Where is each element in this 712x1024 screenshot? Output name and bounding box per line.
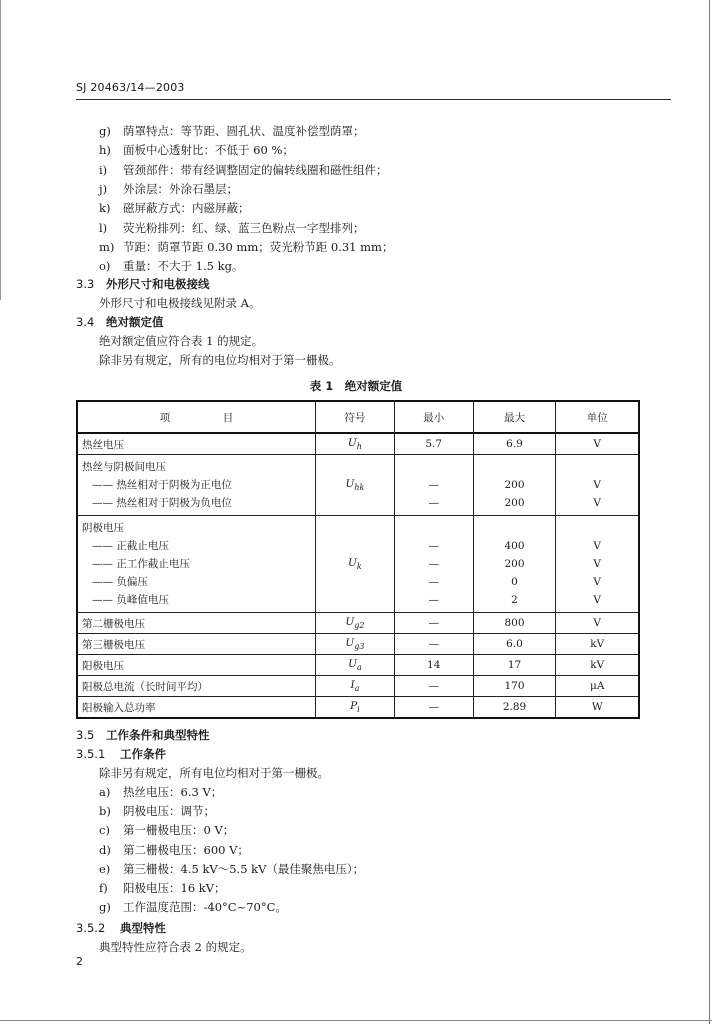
list-item-text: 荧光粉排列：红、绿、蓝三色粉点一字型排列； [123, 220, 365, 235]
condition-item [99, 785, 222, 799]
cell-min-line: — [428, 497, 439, 509]
cell-min-line [399, 519, 469, 537]
list-item-label: l) [99, 220, 108, 235]
cell-unit [556, 655, 639, 676]
condition-item-label: b) [99, 804, 111, 819]
list-item-label: o) [99, 259, 111, 274]
cell-unit [556, 455, 639, 516]
cell-symbol [315, 433, 394, 455]
cell-symbol [315, 516, 394, 613]
section-title: 外形尺寸和电极接线 [106, 277, 210, 291]
symbol-letter: U [345, 477, 355, 490]
cell-max [473, 455, 556, 516]
cell-unit-line [560, 458, 634, 476]
symbol-subscript: h [356, 442, 362, 452]
section-3-4-heading [76, 315, 164, 329]
cell-max-line [478, 458, 552, 476]
section-number: 3.4 [76, 315, 95, 329]
cell-min [394, 613, 473, 634]
symbol-subscript: a [354, 684, 360, 694]
cell-max-line: 17 [507, 659, 522, 671]
section-title: 工作条件和典型特性 [106, 728, 210, 742]
list-item-label: g) [99, 124, 111, 138]
symbol-letter: U [345, 615, 355, 628]
cell-max [473, 634, 556, 655]
list-item-text: 面板中心透射比：不低于 60 %； [123, 143, 294, 158]
section-title: 绝对额定值 [106, 315, 164, 329]
table-row [77, 655, 639, 676]
header-max: 最大 [473, 401, 556, 433]
section-3-5-heading [76, 728, 210, 742]
cell-unit-line: kV [590, 659, 605, 671]
list-item-label: h) [99, 143, 111, 158]
cell-min-line [399, 458, 469, 476]
condition-item-text: 阳极电压：16 kV； [123, 881, 226, 895]
symbol-letter: U [347, 436, 357, 449]
list-item [99, 124, 365, 138]
section-3-5-1-heading [76, 747, 166, 761]
cell-item [77, 655, 315, 676]
cell-item-line: 第三栅极电压 [82, 638, 145, 651]
cell-min-line: 5.7 [425, 438, 443, 450]
list-item-label: m) [99, 239, 115, 254]
cell-item [77, 613, 315, 634]
standard-code-header: SJ 20463/14—2003 [76, 81, 185, 94]
symbol-subscript: g3 [354, 642, 365, 652]
cell-item-line: 热丝电压 [82, 438, 124, 451]
cell-min-line: — [428, 576, 439, 588]
cell-item-line: 阳极输入总功率 [82, 701, 156, 714]
cell-max [473, 676, 556, 697]
cell-max-line: 800 [504, 617, 525, 629]
cell-unit-line: μA [590, 680, 605, 692]
table-row [77, 697, 639, 719]
condition-item-label: d) [99, 842, 111, 857]
list-item [99, 201, 250, 215]
section-number: 3.5.1 [76, 747, 106, 761]
list-item-text: 外涂层：外涂石墨层； [123, 181, 238, 196]
cell-item [77, 433, 315, 455]
cell-item-line: 热丝与阴极间电压 [82, 461, 166, 473]
cell-max-line: 200 [504, 558, 525, 570]
list-item [99, 163, 388, 177]
header-rule [76, 99, 671, 100]
cell-unit [556, 516, 639, 613]
cell-unit-line: W [591, 701, 603, 713]
symbol-subscript: i [357, 705, 360, 715]
cell-min [394, 697, 473, 719]
cell-min-line: — [428, 558, 439, 570]
cell-max [473, 516, 556, 613]
cell-item [77, 516, 315, 613]
cell-max [473, 613, 556, 634]
list-item-text: 管颈部件：带有经调整固定的偏转线圈和磁性组件； [123, 162, 388, 177]
cell-symbol [315, 655, 394, 676]
symbol-letter: U [345, 636, 355, 649]
cell-max [473, 433, 556, 455]
cell-item-line: 阳极总电流（长时间平均） [82, 680, 208, 693]
cell-unit-line: V [593, 617, 602, 629]
table-row [77, 455, 639, 516]
condition-item [99, 862, 364, 876]
symbol-letter: U [348, 657, 357, 670]
header-item: 项 目 [77, 401, 315, 433]
cell-max-line: 170 [504, 680, 525, 692]
table-row [77, 634, 639, 655]
cell-item [77, 676, 315, 697]
cell-min-line: — [428, 701, 439, 713]
condition-item [99, 900, 287, 914]
condition-item [99, 804, 215, 818]
condition-item-label: c) [99, 823, 110, 838]
cell-max-line: 6.0 [506, 638, 523, 650]
list-item-label: i) [99, 162, 108, 177]
cell-item-line: —— 热丝相对于阴极为正电位 [92, 479, 232, 491]
cell-item-line: —— 正工作截止电压 [92, 558, 190, 570]
symbol-letter: U [348, 556, 357, 569]
cell-symbol [315, 634, 394, 655]
condition-item [99, 843, 249, 857]
cell-min [394, 676, 473, 697]
condition-item-label: g) [99, 900, 111, 915]
cell-unit-line: V [593, 479, 602, 491]
symbol-letter: P [350, 699, 358, 712]
symbol-subscript: a [356, 663, 362, 673]
cell-min-line: — [428, 617, 439, 629]
table-1-caption: 表 1 绝对额定值 [309, 379, 403, 393]
table-header-row [77, 401, 639, 433]
condition-item-label: a) [99, 785, 111, 799]
symbol-letter: I [350, 678, 355, 691]
scan-edge-left [0, 0, 1, 300]
cell-item-line: —— 负峰值电压 [92, 594, 169, 606]
list-item [99, 240, 393, 254]
condition-item-text: 第一栅极电压：0 V； [123, 823, 235, 838]
cell-max [473, 655, 556, 676]
section-3-5-2-heading [76, 921, 166, 935]
cell-unit-line: V [593, 576, 602, 588]
section-3-4-paragraph-1: 绝对额定值应符合表 1 的规定。 [99, 334, 264, 348]
cell-unit [556, 676, 639, 697]
list-item-text: 节距：荫罩节距 0.30 mm；荧光粉节距 0.31 mm； [123, 239, 394, 254]
page-number: 2 [76, 955, 83, 968]
section-3-5-2-body: 典型特性应符合表 2 的规定。 [99, 940, 252, 954]
section-title: 典型特性 [120, 921, 166, 935]
condition-item-text: 阴极电压：调节； [123, 804, 215, 819]
cell-max [473, 697, 556, 719]
condition-item-label: f) [99, 881, 108, 895]
cell-min-line: — [428, 680, 439, 692]
absolute-ratings-table [76, 400, 640, 719]
cell-item [77, 634, 315, 655]
header-unit: 单位 [556, 401, 639, 433]
section-title: 工作条件 [120, 747, 166, 761]
cell-unit-line: V [593, 594, 602, 606]
cell-item [77, 697, 315, 719]
cell-unit-line [560, 519, 634, 537]
condition-item-text: 第三栅极：4.5 kV～5.5 kV（最佳聚焦电压）； [123, 861, 365, 876]
cell-min [394, 433, 473, 455]
section-3-3-heading [76, 277, 210, 291]
section-3-4-paragraph-2: 除非另有规定，所有的电位均相对于第一栅极。 [99, 353, 341, 367]
cell-unit-line: V [593, 540, 602, 552]
list-item-text: 荫罩特点：等节距、圆孔状、温度补偿型荫罩； [123, 124, 365, 138]
header-min: 最小 [394, 401, 473, 433]
condition-item-text: 第二栅极电压：600 V； [123, 842, 249, 857]
symbol-subscript: k [356, 562, 362, 572]
cell-unit-line: kV [590, 638, 605, 650]
cell-unit [556, 697, 639, 719]
cell-item-line: —— 负偏压 [92, 576, 148, 588]
cell-min-line: 14 [427, 659, 441, 671]
cell-max-line: 200 [504, 497, 525, 509]
cell-unit-line: V [593, 497, 602, 509]
cell-min [394, 516, 473, 613]
list-item [99, 259, 243, 273]
section-number: 3.3 [76, 277, 95, 291]
cell-min-line: — [428, 540, 439, 552]
condition-item-text: 热丝电压：6.3 V； [123, 785, 223, 799]
table-row [77, 516, 639, 613]
condition-item [99, 823, 234, 837]
cell-item-line: —— 正截止电压 [92, 540, 169, 552]
condition-item-label: e) [99, 861, 111, 876]
list-item [99, 182, 238, 196]
section-3-5-1-paragraph: 除非另有规定，所有电位均相对于第一栅极。 [99, 766, 329, 780]
cell-symbol [315, 676, 394, 697]
scan-edge-right [709, 0, 710, 1024]
cell-min [394, 634, 473, 655]
cell-item-line: —— 热丝相对于阴极为负电位 [92, 497, 232, 509]
cell-item [77, 455, 315, 516]
cell-min-line: — [428, 638, 439, 650]
cell-unit [556, 634, 639, 655]
cell-symbol [315, 455, 394, 516]
cell-max-line [478, 519, 552, 537]
list-item [99, 221, 365, 235]
list-item-text: 磁屏蔽方式：内磁屏蔽； [123, 201, 250, 216]
cell-max-line: 400 [504, 540, 525, 552]
cell-min-line: — [428, 594, 439, 606]
list-item [99, 143, 294, 157]
list-item-label: k) [99, 201, 111, 216]
section-3-3-body: 外形尺寸和电极接线见附录 A。 [99, 296, 261, 310]
cell-max-line: 6.9 [506, 438, 523, 450]
cell-item-line: 阴极电压 [82, 522, 124, 534]
cell-symbol [315, 613, 394, 634]
cell-min [394, 655, 473, 676]
cell-unit [556, 433, 639, 455]
cell-min-line: — [428, 479, 439, 491]
table-row [77, 676, 639, 697]
condition-item-text: 工作温度范围：-40°C~70°C。 [123, 900, 287, 915]
condition-item [99, 881, 226, 895]
cell-symbol [315, 697, 394, 719]
cell-unit-line: V [593, 438, 602, 450]
symbol-subscript: g2 [354, 621, 365, 631]
list-item-label: j) [99, 181, 108, 196]
scan-edge-bottom [0, 1020, 712, 1021]
cell-min [394, 455, 473, 516]
section-number: 3.5 [76, 728, 95, 742]
table-row [77, 433, 639, 455]
symbol-subscript: hk [354, 483, 365, 493]
header-symbol: 符号 [315, 401, 394, 433]
list-item-text: 重量：不大于 1.5 kg。 [123, 259, 244, 274]
table-row [77, 613, 639, 634]
cell-max-line: 0 [511, 576, 518, 588]
cell-max-line: 2 [511, 594, 518, 606]
cell-max-line: 2.89 [502, 701, 527, 713]
cell-item-line: 阳极电压 [82, 659, 124, 672]
cell-max-line: 200 [504, 479, 525, 491]
section-number: 3.5.2 [76, 921, 106, 935]
cell-unit [556, 613, 639, 634]
cell-unit-line: V [593, 558, 602, 570]
cell-item-line: 第二栅极电压 [82, 617, 145, 630]
